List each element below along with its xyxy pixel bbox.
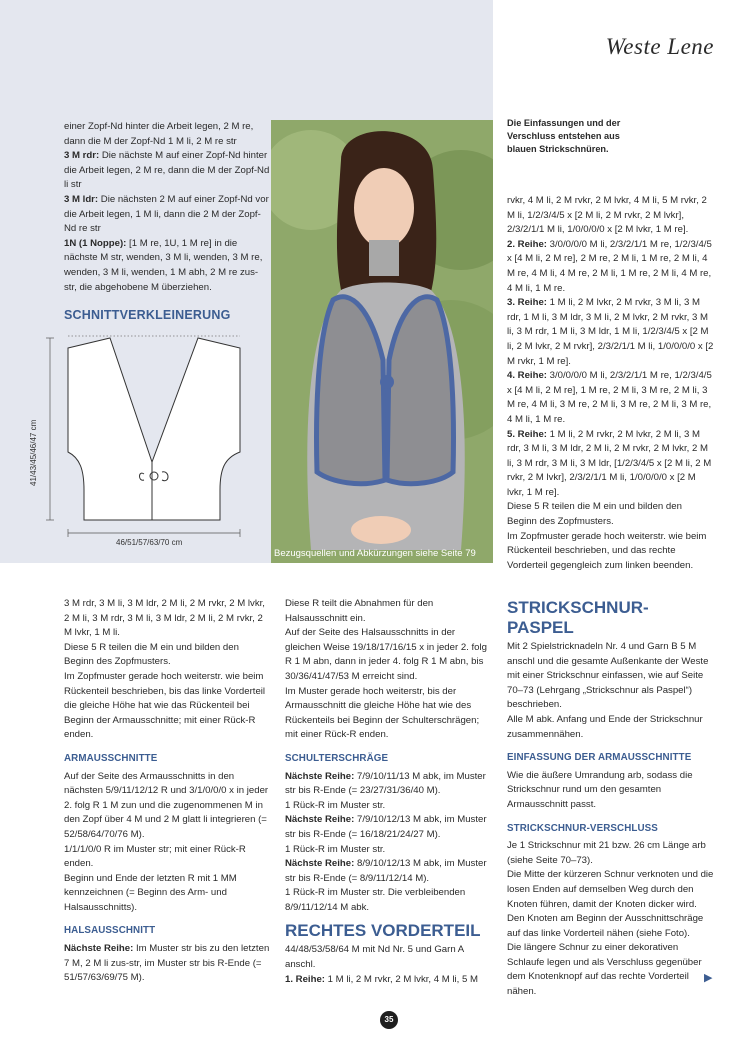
intro-line: 1N (1 Noppe): [1 M re, 1U, 1 M re] in die nächste M str, wenden, 3 M li, wenden, 3 M re, wenden, 3 M li, wenden, 1 M abh, 2 M re zus-str, die abgehobene M überziehen. [64,237,263,293]
paragraph: 1. Reihe: 1 M li, 2 M rvkr, 2 M lvkr, 4 M li, 5 M [285,973,478,985]
photo-caption: Bezugsquellen und Abkürzungen siehe Seite 79 [274,548,476,559]
paragraph: Im Zopfmuster gerade hoch weiterstr. wie beim Rückenteil beschrieben, bis das linke Vorderteil die gleiche Höhe hat wie das Rückenteil bei Beginn der Armausschnitte; mit einer Rück-R enden. [64,670,266,741]
paragraph: 1 Rück-R im Muster str. [285,799,386,811]
schematic-title: SCHNITTVERKLEINERUNG [64,308,231,322]
paragraph: 1/1/1/0/0 R im Muster str; mit einer Rück-R enden. [64,843,246,870]
paragraph: Mit 2 Spielstricknadeln Nr. 4 und Garn B 5 M anschl und die gesamte Außenkante der Weste mit einer Strickschnur einfassen, wie auf Seite 70–73 (Lehrgang „Strickschnur als Paspel“) beschrieben. [507,641,709,711]
schematic-width-label: 46/51/57/63/70 cm [116,538,183,547]
pattern-rows-column [507,194,714,573]
paragraph: Im Zopfmuster gerade hoch weiterstr. wie beim Rückenteil beschrieben, und das rechte Vorderteil gegengleich zum linken beenden. [507,530,707,571]
paragraph: Diese 5 R teilen die M ein und bilden den Beginn des Zopfmusters. [64,641,239,668]
paragraph: 4. Reihe: 3/0/0/0/0 M li, 2/3/2/1/1 M re, 1/2/3/4/5 x [4 M li, 2 M re], 1 M re, 2 M li, 3 M re, 2 M li, 3 M re, 4 M li, 3 M re, 2 M li, 3 M re, 2 M li, 3 M re, 4 M li, 1 M re. [507,370,712,425]
section-heading-armausschnitte: ARMAUSSCHNITTE [64,752,158,764]
paragraph: Auf der Seite des Armausschnitts in den nächsten 5/9/11/12/12 R und 3/1/0/0/0 x in jeder 2. folg R 1 M zun und die zugenommenen M in den Zopf über 4 M und 2 M glatt li integrieren (= 52/58/64/70/76 M). [64,770,269,840]
paragraph: rvkr, 4 M li, 2 M rvkr, 2 M lvkr, 4 M li, 5 M rvkr, 2 M li, 1/2/3/4/5 x [2 M li, 2 M rvkr, 2 M lvkr], 2/3/2/1/1 M li, 1/0/0/0/0 x [2 M lvkr, 1 M re]. [507,195,707,236]
section-heading-schulterschraege: SCHULTERSCHRÄGE [285,752,389,764]
paragraph: Wie die äußere Umrandung arb, sodass die Strickschnur rund um den gesamten Armausschnitt passt. [507,769,693,810]
paragraph: 1 Rück-R im Muster str. Die verbleibenden 8/9/11/12/14 M abk. [285,887,466,913]
side-caption: Die Einfassungen und der Verschluss entstehen aus blauen Strickschnüren. [507,118,621,154]
column-right [507,592,714,1000]
paragraph: 1 Rück-R im Muster str. [285,843,386,855]
intro-text [64,120,270,295]
section-heading-einfassung: EINFASSUNG DER ARMAUSSCHNITTE [507,752,692,764]
paragraph: Beginn und Ende der letzten R mit 1 MM kennzeichnen (= Beginn des Arm- und Halsausschnitts). [64,872,237,913]
continue-arrow-icon: ▶ [704,972,713,984]
model-illustration [271,120,493,563]
paragraph: 2. Reihe: 3/0/0/0/0 M li, 2/3/2/1/1 M re, 1/2/3/4/5 x [4 M li, 2 M re], 2 M re, 2 M li, 1 M re, 2 M li, 4 M re, 4 M li, 4 M re, 2 M li, 1 M re, 2 M li, 4 M re, 4 M li, 1 M re. [507,238,712,294]
intro-line: 3 M ldr: Die nächsten 2 M auf einer Zopf-Nd vor die Arbeit legen, 1 M li, dann die 2 M der Zopf-Nd re str [64,193,269,235]
intro-line: einer Zopf-Nd hinter die Arbeit legen, 2 M re, dann die M der Zopf-Nd 1 M li, 2 M re str [64,121,254,147]
paragraph: Nächste Reihe: Im Muster str bis zu den letzten 7 M, 2 M li zus-str, im Muster str bis R-Ende (= 51/57/63/69/75 M). [64,943,270,984]
paragraph: Auf der Seite des Halsausschnitts in der gleichen Weise 19/18/17/16/15 x in jeder 2. folg R 1 M abn, dann in jeder 4. folg R 1 M abn, bis 30/36/41/47/53 M erreicht sind. [285,627,487,682]
intro-line: 3 M rdr: Die nächste M auf einer Zopf-Nd hinter die Arbeit legen, 2 M re, dann die M der Zopf-Nd li str [64,150,270,191]
page-number: 35 [380,1011,398,1029]
paragraph: Alle M abk. Anfang und Ende der Strickschnur zusammennähen. [507,713,703,740]
section-heading-rechtes-vorderteil: RECHTES VORDERTEIL [285,921,481,941]
paragraph: 5. Reihe: 1 M li, 2 M rvkr, 2 M lvkr, 2 M li, 3 M rdr, 3 M li, 3 M ldr, 2 M li, 2 M rvkr, 2 M lvkr, 2 M li, 3 M rdr, 3 M li, 3 M ldr, [1/2/3/4/5 x [2 M li, 2 M rvkr, 2 M lvkr], 2/3/2/1/1 M li, 1/0/0/0/0 x [2 M lvkr, 1 M re]. [507,428,712,498]
paragraph: Je 1 Strickschnur mit 21 bzw. 26 cm Länge arb (siehe Seite 70–73). [507,840,706,866]
paragraph: Diese R teilt die Abnahmen für den Halsausschnitt ein. [285,598,434,624]
model-photo [271,120,493,563]
paragraph: Im Muster gerade hoch weiterstr, bis der Armausschnitt die gleiche Höhe hat wie des Rückenteils bei Beginn der Schulterschrägen; mit einer Rück-R enden. [285,685,480,741]
section-heading-halsausschnitt: HALSAUSSCHNITT [64,925,156,937]
section-heading-verschluss: STRICKSCHNUR-VERSCHLUSS [507,822,658,834]
vest-schematic [40,330,250,552]
column-middle [285,597,492,987]
paragraph: Nächste Reihe: 8/9/10/12/13 M abk, im Muster str bis R-Ende (= 8/9/11/12/14 M). [285,858,487,884]
paragraph: Nächste Reihe: 7/9/10/11/13 M abk, im Muster str bis R-Ende (= 23/27/31/36/40 M). [285,770,486,797]
paragraph: Diese 5 R teilen die M ein und bilden den Beginn des Zopfmusters. [507,501,682,528]
paragraph: 3 M rdr, 3 M li, 3 M ldr, 2 M li, 2 M rvkr, 2 M lvkr, 2 M li, 3 M rdr, 3 M li, 3 M ldr, 2 M li, 2 M rvkr, 2 M lvkr, 1 M li. [64,598,265,639]
paragraph: 3. Reihe: 1 M li, 2 M lvkr, 2 M rvkr, 3 M li, 3 M rdr, 1 M li, 3 M ldr, 3 M li, 2 M lvkr, 2 M rvkr, 3 M li, 3 M rdr, 1 M li, 3 M ldr, 1 M li, 1/2/3/4/5 x [2 M li, 2 M lvkr, 2 M rvkr], 2/3/2/1/1 M li, 1/0/0/0/0 x [2 M rvkr, 1 M re]. [507,297,714,367]
paragraph: Die längere Schnur zu einer dekorativen Schlaufe legen und als Verschluss gegenüber dem Knotenknopf auf das rechte Vorderteil nähen. [507,942,702,998]
schematic-height-label: 41/43/45/46/47 cm [29,419,38,486]
page-title: Weste Lene [605,34,714,59]
paragraph: Nächste Reihe: 7/9/10/12/13 M abk, im Muster str bis R-Ende (= 16/18/21/24/27 M). [285,814,487,840]
paragraph: Die Mitte der kürzeren Schnur verknoten und die losen Enden auf demselben Weg durch den Knoten führen, damit der Knoten dicker wird. Den Knoten am Beginn der Ausschnittschräge auf das linke Vorderteil nähen (siehe Foto). [507,869,714,939]
column-left [64,597,271,986]
paragraph: 44/48/53/58/64 M mit Nd Nr. 5 und Garn A anschl. [285,944,464,971]
section-heading-strickschnur-paspel: STRICKSCHNUR-PASPEL [507,598,649,637]
